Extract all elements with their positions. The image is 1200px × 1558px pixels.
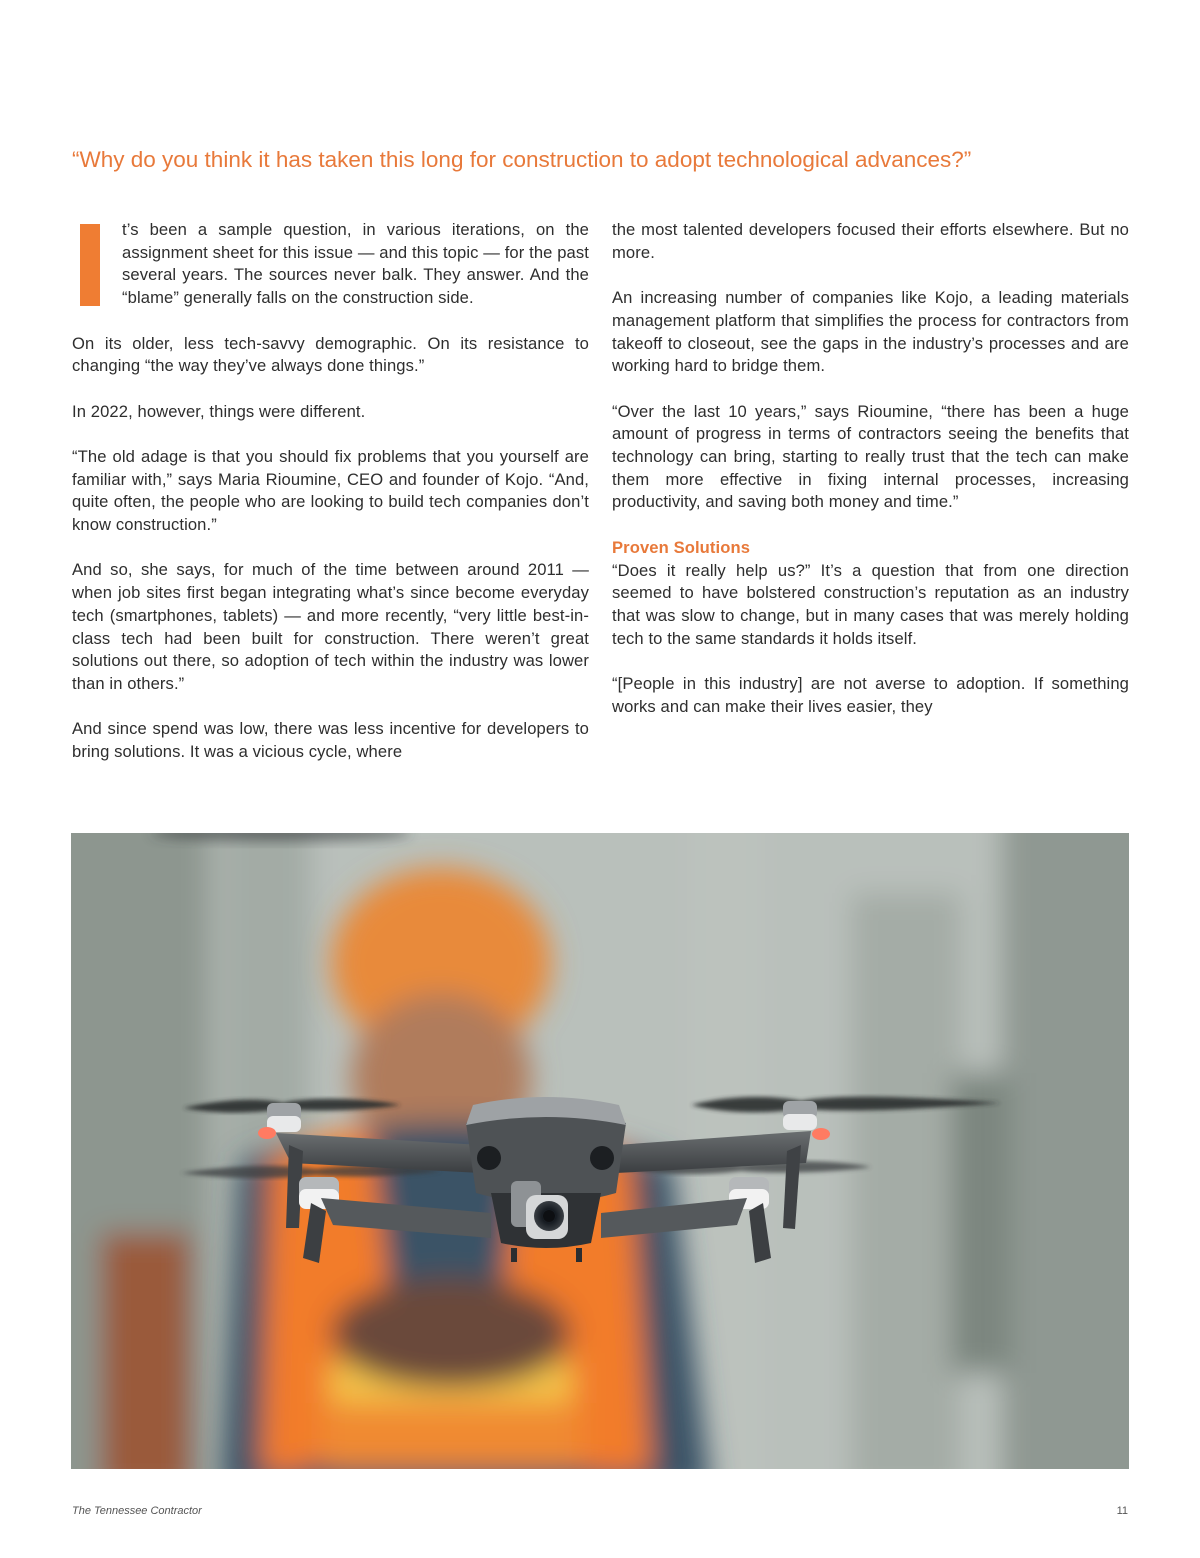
paragraph: the most talented developers focused their efforts elsewhere. But no more. — [612, 220, 1129, 262]
paragraph — [72, 219, 589, 310]
page-number: 11 — [1116, 1505, 1128, 1517]
paragraph — [612, 537, 1129, 651]
paragraph: “[People in this industry] are not averse to adoption. If something works and can make their lives easier, they — [612, 674, 1129, 716]
publication-name: The Tennessee Contractor — [72, 1505, 202, 1517]
drone-photo — [71, 833, 1129, 1469]
right-column — [612, 219, 1129, 718]
paragraph: “Over the last 10 years,” says Rioumine, “there has been a huge amount of progress in terms of contractors seeing the benefits that technology can bring, starting to really trust that the tech can make them more effective in fixing internal processes, increasing productivity, and saving both money and time.” — [612, 401, 1129, 512]
paragraph: On its older, less tech-savvy demographic. On its resistance to changing “the way they’ve always done things.” — [72, 333, 589, 376]
paragraph: In 2022, however, things were different. — [72, 401, 366, 421]
pull-quote: “Why do you think it has taken this long for construction to adopt technological advances?” — [72, 147, 972, 172]
paragraph: “The old adage is that you should fix problems that you yourself are familiar with,” says Maria Rioumine, CEO and founder of Kojo. “And, quite often, the people who are looking to build tech companies don’t know construction.” — [72, 446, 589, 535]
drop-cap — [80, 224, 100, 306]
paragraph: And since spend was low, there was less incentive for developers to bring solutions. It was a vicious cycle, where — [72, 719, 589, 762]
paragraph-text: t’s been a sample question, in various iterations, on the assignment sheet for this issue — and this topic — for the past several years. The sources never balk. They answer. And the “blame” generally falls on the construction side. — [122, 220, 589, 308]
subheading: Proven Solutions — [612, 537, 751, 557]
paragraph-text: “Does it really help us?” It’s a question that from one direction seemed to have bolstered construction’s reputation as an industry that was slow to change, but in many cases that was merely holding tech to the same standards it holds itself. — [612, 560, 1129, 648]
paragraph: And so, she says, for much of the time between around 2011 — when job sites first began integrating what’s since become everyday tech (smartphones, tablets) — and more recently, “very little best-in-class tech had been built for construction. There weren’t great solutions out there, so adoption of tech within the industry was lower than in others.” — [72, 560, 589, 693]
left-column — [72, 219, 589, 764]
paragraph: An increasing number of companies like Kojo, a leading materials management platform that simplifies the process for contractors from takeoff to closeout, see the gaps in the industry’s processes and are working hard to bridge them. — [612, 288, 1129, 376]
